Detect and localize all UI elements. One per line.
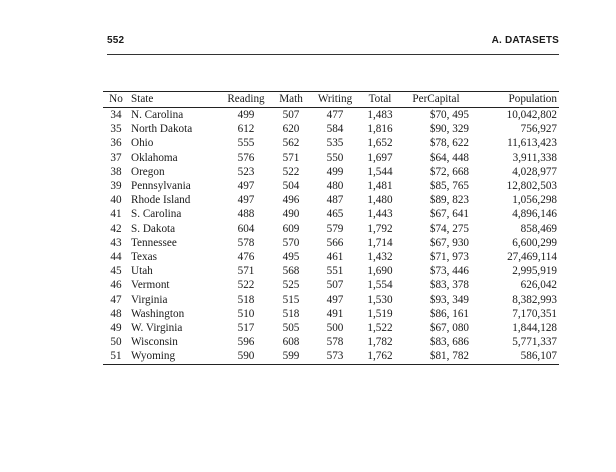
cell-total: 1,483 bbox=[367, 109, 393, 121]
header-rule bbox=[107, 54, 559, 55]
page-header bbox=[107, 33, 559, 49]
cell-reading: 510 bbox=[237, 307, 255, 320]
cell-writing: 491 bbox=[326, 307, 344, 320]
cell-math: 518 bbox=[282, 307, 300, 320]
cell-no: 34 bbox=[110, 109, 122, 121]
cell-population: 6,600,299 bbox=[512, 236, 557, 249]
cell-no: 36 bbox=[110, 137, 122, 150]
column-header: State bbox=[129, 92, 221, 108]
table-header-row bbox=[103, 92, 559, 108]
cell-state: Vermont bbox=[131, 279, 170, 292]
cell-writing: 500 bbox=[326, 322, 344, 335]
cell-math: 608 bbox=[282, 336, 300, 349]
page-number: 552 bbox=[107, 35, 125, 46]
cell-reading: 517 bbox=[237, 322, 255, 335]
cell-writing: 461 bbox=[326, 251, 344, 264]
cell-writing: 573 bbox=[311, 349, 359, 364]
table-row bbox=[103, 236, 559, 250]
cell-reading: 571 bbox=[237, 265, 255, 278]
table-row bbox=[103, 335, 559, 349]
cell-total: 1,652 bbox=[367, 137, 393, 150]
cell-percapital: $83, 378 bbox=[429, 279, 469, 292]
cell-total: 1,782 bbox=[367, 336, 393, 349]
cell-no: 47 bbox=[110, 293, 122, 306]
cell-reading: 590 bbox=[221, 349, 271, 364]
cell-writing: 507 bbox=[326, 279, 344, 292]
cell-percapital: $67, 080 bbox=[429, 322, 469, 335]
cell-total: 1,443 bbox=[367, 208, 393, 221]
cell-total: 1,519 bbox=[367, 307, 393, 320]
cell-math: 599 bbox=[271, 349, 311, 364]
cell-population: 5,771,337 bbox=[512, 336, 557, 349]
table-row bbox=[103, 165, 559, 179]
table-body bbox=[103, 108, 559, 365]
column-header: Math bbox=[271, 92, 311, 108]
table-row bbox=[103, 264, 559, 278]
cell-writing: 550 bbox=[326, 151, 344, 164]
cell-reading: 523 bbox=[237, 165, 255, 178]
cell-state: Oklahoma bbox=[131, 151, 178, 164]
cell-state: S. Carolina bbox=[131, 208, 182, 221]
cell-state: Washington bbox=[131, 307, 185, 320]
cell-total: 1,792 bbox=[367, 222, 393, 235]
column-header: Population bbox=[471, 92, 559, 108]
cell-reading: 476 bbox=[237, 251, 255, 264]
cell-state: Utah bbox=[131, 265, 153, 278]
cell-total: 1,481 bbox=[367, 180, 393, 193]
cell-no: 38 bbox=[110, 165, 122, 178]
table-row bbox=[103, 293, 559, 307]
cell-total: 1,816 bbox=[367, 123, 393, 136]
cell-population: 3,911,338 bbox=[512, 151, 557, 164]
cell-reading: 522 bbox=[237, 279, 255, 292]
cell-percapital: $90, 329 bbox=[429, 123, 469, 136]
table-row bbox=[103, 179, 559, 193]
cell-state: Virginia bbox=[131, 293, 168, 306]
table-row bbox=[103, 122, 559, 136]
cell-reading: 576 bbox=[237, 151, 255, 164]
cell-population: 1,844,128 bbox=[512, 322, 557, 335]
cell-math: 525 bbox=[282, 279, 300, 292]
cell-percapital: $72, 668 bbox=[429, 165, 469, 178]
cell-percapital: $71, 973 bbox=[429, 251, 469, 264]
section-title: A. DATASETS bbox=[491, 35, 559, 46]
cell-no: 48 bbox=[110, 307, 122, 320]
cell-math: 504 bbox=[282, 180, 300, 193]
cell-total: 1,530 bbox=[367, 293, 393, 306]
cell-math: 620 bbox=[282, 123, 300, 136]
cell-math: 490 bbox=[282, 208, 300, 221]
table-row bbox=[103, 349, 559, 364]
cell-math: 505 bbox=[282, 322, 300, 335]
cell-percapital: $67, 641 bbox=[429, 208, 469, 221]
cell-percapital: $83, 686 bbox=[429, 336, 469, 349]
table-row bbox=[103, 108, 559, 123]
cell-population: 4,028,977 bbox=[512, 165, 557, 178]
cell-no: 44 bbox=[110, 251, 122, 264]
cell-percapital: $70, 495 bbox=[429, 109, 469, 121]
cell-writing: 535 bbox=[326, 137, 344, 150]
cell-population: 11,613,423 bbox=[507, 137, 557, 150]
cell-state: Wisconsin bbox=[131, 336, 178, 349]
cell-writing: 487 bbox=[326, 194, 344, 207]
cell-no: 35 bbox=[110, 123, 122, 136]
cell-population: 2,995,919 bbox=[512, 265, 557, 278]
cell-writing: 584 bbox=[326, 123, 344, 136]
cell-no: 41 bbox=[110, 208, 122, 221]
cell-percapital: $85, 765 bbox=[429, 180, 469, 193]
cell-total: 1,697 bbox=[367, 151, 393, 164]
table-row bbox=[103, 307, 559, 321]
cell-writing: 477 bbox=[326, 109, 344, 121]
cell-population: 12,802,503 bbox=[506, 180, 557, 193]
column-header: PerCapital bbox=[401, 92, 471, 108]
cell-no: 49 bbox=[110, 322, 122, 335]
cell-reading: 578 bbox=[237, 236, 255, 249]
cell-population: 7,170,351 bbox=[512, 307, 557, 320]
cell-total: 1,432 bbox=[367, 251, 393, 264]
cell-percapital: $78, 622 bbox=[429, 137, 469, 150]
cell-reading: 604 bbox=[237, 222, 255, 235]
cell-percapital: $86, 161 bbox=[429, 307, 469, 320]
cell-percapital: $74, 275 bbox=[429, 222, 469, 235]
table-row bbox=[103, 136, 559, 150]
cell-reading: 499 bbox=[237, 109, 255, 121]
cell-population: 27,469,114 bbox=[507, 251, 557, 264]
cell-writing: 566 bbox=[326, 236, 344, 249]
cell-total: 1,544 bbox=[367, 165, 393, 178]
column-header: No bbox=[103, 92, 129, 108]
cell-math: 495 bbox=[282, 251, 300, 264]
dataset-table-container bbox=[103, 91, 559, 365]
column-header: Writing bbox=[311, 92, 359, 108]
table-row bbox=[103, 250, 559, 264]
cell-state: Pennsylvania bbox=[131, 180, 191, 193]
cell-population: 626,042 bbox=[520, 279, 557, 292]
table-row bbox=[103, 278, 559, 292]
cell-percapital: $67, 930 bbox=[429, 236, 469, 249]
cell-writing: 480 bbox=[326, 180, 344, 193]
cell-state: Rhode Island bbox=[131, 194, 191, 207]
cell-reading: 497 bbox=[237, 180, 255, 193]
table-row bbox=[103, 207, 559, 221]
cell-total: 1,480 bbox=[367, 194, 393, 207]
column-header: Total bbox=[359, 92, 401, 108]
cell-population: 756,927 bbox=[520, 123, 557, 136]
cell-writing: 497 bbox=[326, 293, 344, 306]
cell-math: 571 bbox=[282, 151, 300, 164]
cell-population: 4,896,146 bbox=[512, 208, 557, 221]
cell-population: 1,056,298 bbox=[512, 194, 557, 207]
cell-state: W. Virginia bbox=[131, 322, 183, 335]
cell-population: 10,042,802 bbox=[506, 109, 557, 121]
table-row bbox=[103, 222, 559, 236]
cell-no: 43 bbox=[110, 236, 122, 249]
cell-state: Oregon bbox=[131, 165, 165, 178]
cell-percapital: $81, 782 bbox=[401, 349, 471, 364]
cell-total: 1,690 bbox=[367, 265, 393, 278]
cell-math: 562 bbox=[282, 137, 300, 150]
cell-math: 496 bbox=[282, 194, 300, 207]
cell-no: 42 bbox=[110, 222, 122, 235]
cell-writing: 551 bbox=[326, 265, 344, 278]
cell-population: 586,107 bbox=[471, 349, 559, 364]
cell-no: 46 bbox=[110, 279, 122, 292]
cell-state: North Dakota bbox=[131, 123, 193, 136]
cell-state: S. Dakota bbox=[131, 222, 176, 235]
cell-percapital: $93, 349 bbox=[429, 293, 469, 306]
cell-math: 522 bbox=[282, 165, 300, 178]
cell-no: 39 bbox=[110, 180, 122, 193]
cell-reading: 518 bbox=[237, 293, 255, 306]
cell-state: Texas bbox=[131, 251, 157, 264]
column-header: Reading bbox=[221, 92, 271, 108]
cell-reading: 596 bbox=[237, 336, 255, 349]
cell-math: 609 bbox=[282, 222, 300, 235]
cell-percapital: $73, 446 bbox=[429, 265, 469, 278]
cell-total: 1,554 bbox=[367, 279, 393, 292]
cell-population: 8,382,993 bbox=[512, 293, 557, 306]
cell-state: N. Carolina bbox=[131, 109, 184, 121]
cell-no: 37 bbox=[110, 151, 122, 164]
cell-percapital: $89, 823 bbox=[429, 194, 469, 207]
cell-math: 515 bbox=[282, 293, 300, 306]
cell-state: Wyoming bbox=[129, 349, 221, 364]
cell-no: 45 bbox=[110, 265, 122, 278]
cell-reading: 612 bbox=[237, 123, 255, 136]
table-row bbox=[103, 193, 559, 207]
cell-total: 1,522 bbox=[367, 322, 393, 335]
cell-reading: 488 bbox=[237, 208, 255, 221]
cell-population: 858,469 bbox=[520, 222, 557, 235]
cell-math: 570 bbox=[282, 236, 300, 249]
cell-writing: 579 bbox=[326, 222, 344, 235]
cell-math: 507 bbox=[282, 109, 300, 121]
cell-reading: 555 bbox=[237, 137, 255, 150]
table-row bbox=[103, 321, 559, 335]
cell-no: 50 bbox=[110, 336, 122, 349]
cell-no: 40 bbox=[110, 194, 122, 207]
cell-writing: 578 bbox=[326, 336, 344, 349]
cell-percapital: $64, 448 bbox=[429, 151, 469, 164]
cell-writing: 465 bbox=[326, 208, 344, 221]
cell-total: 1,714 bbox=[367, 236, 393, 249]
table-row bbox=[103, 151, 559, 165]
cell-state: Tennessee bbox=[131, 236, 177, 249]
cell-math: 568 bbox=[282, 265, 300, 278]
cell-state: Ohio bbox=[131, 137, 154, 150]
cell-writing: 499 bbox=[326, 165, 344, 178]
cell-reading: 497 bbox=[237, 194, 255, 207]
dataset-table bbox=[103, 91, 559, 365]
cell-total: 1,762 bbox=[359, 349, 401, 364]
cell-no: 51 bbox=[103, 349, 129, 364]
